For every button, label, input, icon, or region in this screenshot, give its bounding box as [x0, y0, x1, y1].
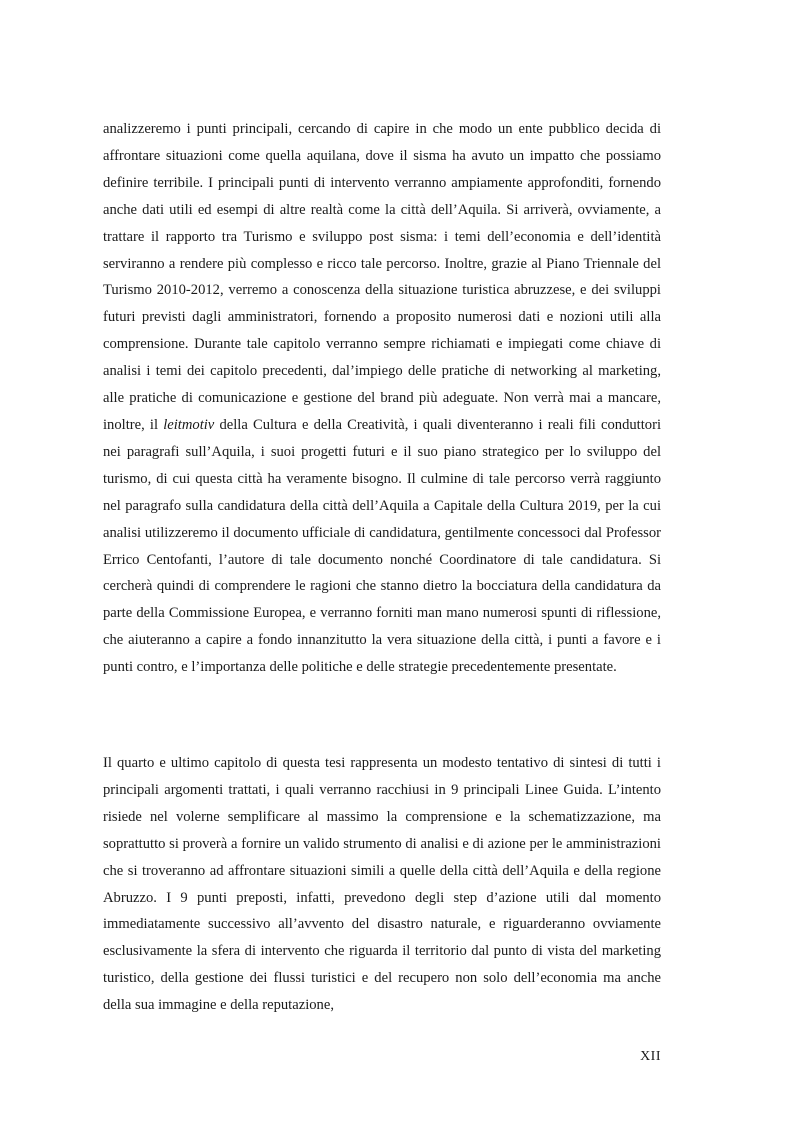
body-paragraph [103, 750, 661, 1019]
paragraph-text [103, 116, 661, 681]
body-paragraph [103, 116, 661, 681]
paragraph-text: Il quarto e ultimo capitolo di questa tesi rappresenta un modesto tentativo di sintesi di tutti i principali argomenti trattati, i quali verranno racchiusi in 9 principali Linee Guida. L’intento risiede nel volerne semplificare al massimo la comprensione e la schematizzazione, ma soprattutto si proverà a fornire un valido strumento di analisi e di azione per le amministrazioni che si troveranno ad affrontare situazioni simili a quelle della città dell’Aquila e della regione Abruzzo. I 9 punti preposti, infatti, prevedono degli step d’azione utili dal momento immediatamente successivo all’avvento del disastro naturale, e riguarderanno ovviamente esclusivamente la sfera di intervento che riguarda il territorio dal punto di vista del marketing turistico, della gestione dei flussi turistici e del recupero non solo dell’economia ma anche della sua immagine e della reputazione, [103, 755, 661, 1014]
paragraph-text-part: analizzeremo i punti principali, cercando di capire in che modo un ente pubblico decida di affrontare situazioni come quella aquilana, dove il sisma ha avuto un impatto che possiamo definire terribile. I principali punti di intervento verranno ampiamente approfonditi, fornendo anche dati utili ed esempi di altre realtà come la città dell’Aquila. Si arriverà, ovviamente, a trattare il rapporto tra Turismo e sviluppo post sisma: i temi dell’economia e dell’identità serviranno a rendere più complesso e ricco tale percorso. Inoltre, grazie al Piano Triennale del Turismo 2010-2012, verremo a conoscenza della situazione turistica abruzzese, e dei sviluppi futuri previsti dagli amministratori, fornendo a proposito numerosi dati e nozioni utili alla comprensione. Durante tale capitolo verranno sempre richiamati e impiegati come chiave di analisi i temi dei capitolo precedenti, dal’impiego delle pratiche di networking al marketing, alle pratiche di comunicazione e gestione del brand più adeguate. Non verrà mai a mancare, inoltre, il [103, 121, 661, 433]
emphasized-term: leitmotiv [163, 416, 215, 433]
page-number: XII [640, 1049, 661, 1064]
paragraph-text-part: della Cultura e della Creatività, i quali diventeranno i reali fili conduttori nei paragrafi sull’Aquila, i suoi progetti futuri e il suo piano strategico per lo sviluppo del turismo, di cui questa città ha veramente bisogno. Il culmine di tale percorso verrà raggiunto nel paragrafo sulla candidatura della città dell’Aquila a Capitale della Cultura 2019, per la cui analisi utilizzeremo il documento ufficiale di candidatura, gentilmente concessoci dal Professor Errico Centofanti, l’autore di tale documento nonché Coordinatore di tale candidatura. Si cercherà quindi di comprendere le ragioni che stanno dietro la bocciatura della candidatura da parte della Commissione Europea, e verranno forniti man mano numerosi spunti di riflessione, che aiuteranno a capire a fondo innanzitutto la vera situazione della città, i punti a favore e i punti contro, e l’importanza delle politiche e delle strategie precedentemente presentate. [103, 416, 661, 676]
